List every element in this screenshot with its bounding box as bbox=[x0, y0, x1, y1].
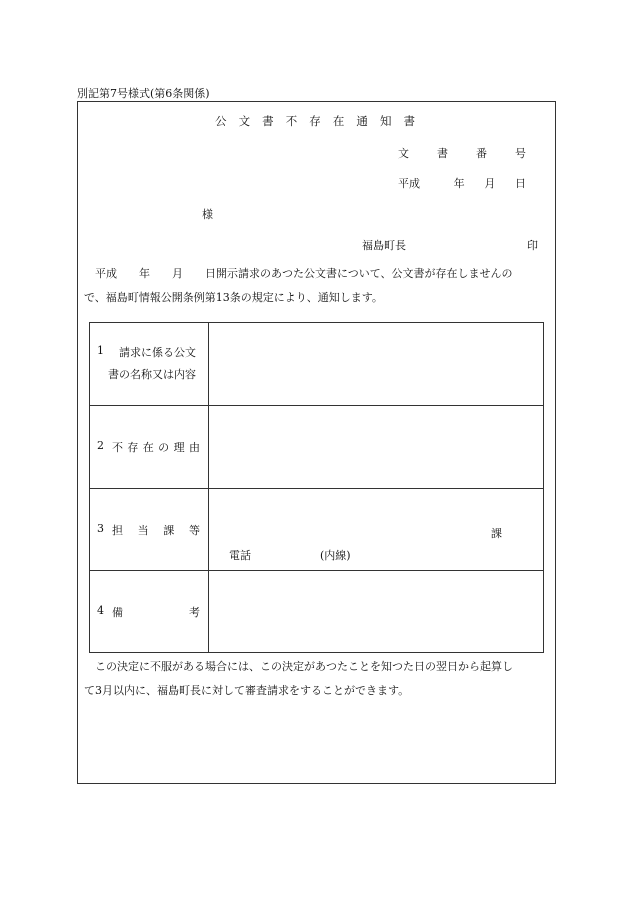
label-char: 等 bbox=[188, 524, 200, 537]
date-month-unit: 月 bbox=[484, 177, 496, 190]
table-label-cell bbox=[90, 323, 209, 405]
label-char: 由 bbox=[188, 441, 200, 454]
date-era: 平成 bbox=[398, 177, 420, 190]
section-suffix: 課 bbox=[491, 527, 502, 540]
title-char: 書 bbox=[262, 114, 274, 128]
date-year-unit: 年 bbox=[453, 177, 465, 190]
doc-number-char: 文 bbox=[398, 147, 409, 160]
title-char: 存 bbox=[309, 114, 321, 128]
appeal-notice-line-2: て3月以内に、福島町長に対して審査請求をすることができます。 bbox=[84, 684, 410, 697]
table-label-cell bbox=[90, 571, 209, 652]
phone-label: 電話 bbox=[229, 549, 251, 562]
title-char: 不 bbox=[285, 114, 298, 128]
row-label bbox=[112, 604, 200, 620]
row-number: 2 bbox=[97, 439, 104, 452]
title-char: 書 bbox=[403, 114, 415, 128]
row-label-line-2: 書の名称又は内容 bbox=[108, 368, 196, 381]
issuer-name: 福島町長 bbox=[362, 239, 406, 252]
label-char: 存 bbox=[127, 441, 139, 454]
addressee-suffix: 様 bbox=[202, 208, 213, 221]
doc-number-char: 書 bbox=[437, 147, 448, 160]
requested-document-value-cell[interactable] bbox=[209, 323, 543, 405]
row-label bbox=[112, 439, 200, 455]
remarks-value-cell[interactable] bbox=[209, 571, 543, 652]
table-row-remarks bbox=[90, 571, 543, 652]
title-char: 知 bbox=[379, 114, 392, 128]
notice-body-line-1: 平成 年 月 日開示請求のあつた公文書について、公文書が存在しませんの bbox=[84, 267, 513, 280]
appeal-notice-line-1: この決定に不服がある場合には、この決定があつたことを知つた日の翌日から起算し bbox=[84, 660, 513, 673]
doc-number-char: 号 bbox=[515, 147, 526, 160]
row-number: 4 bbox=[97, 604, 104, 617]
document-title bbox=[215, 113, 415, 129]
row-label-line-1: 請求に係る公文 bbox=[119, 346, 196, 359]
table-label-cell bbox=[90, 489, 209, 570]
label-char: 理 bbox=[173, 441, 185, 454]
label-char: の bbox=[158, 441, 170, 454]
label-char: 当 bbox=[137, 524, 149, 537]
title-char: 通 bbox=[356, 114, 368, 128]
details-table bbox=[89, 322, 544, 653]
issue-date-line bbox=[398, 175, 526, 191]
table-row-responsible-section bbox=[90, 489, 543, 571]
row-number: 3 bbox=[97, 522, 104, 535]
extension-label: (内線) bbox=[320, 549, 351, 562]
label-char: 考 bbox=[189, 606, 200, 619]
table-row-nonexistence-reason bbox=[90, 406, 543, 489]
table-label-cell bbox=[90, 406, 209, 488]
title-char: 在 bbox=[332, 114, 345, 128]
date-day-unit: 日 bbox=[514, 177, 526, 190]
issuer-seal-mark: 印 bbox=[527, 239, 538, 252]
row-number: 1 bbox=[97, 344, 104, 357]
label-char: 担 bbox=[112, 524, 123, 537]
title-char: 文 bbox=[238, 114, 251, 128]
label-char: 課 bbox=[163, 524, 175, 537]
notice-body-line-2: で、福島町情報公開条例第13条の規定により、通知します。 bbox=[84, 291, 383, 304]
title-char: 公 bbox=[215, 114, 227, 128]
label-char: 不 bbox=[112, 441, 123, 454]
form-number-label: 別記第7号様式(第6条関係) bbox=[77, 87, 210, 100]
label-char: 在 bbox=[142, 441, 154, 454]
responsible-section-value-cell[interactable] bbox=[209, 489, 543, 570]
label-char: 備 bbox=[112, 606, 123, 619]
nonexistence-reason-value-cell[interactable] bbox=[209, 406, 543, 488]
row-label bbox=[112, 522, 200, 538]
doc-number-char: 番 bbox=[476, 147, 487, 160]
table-row-requested-document bbox=[90, 323, 543, 406]
document-number-label bbox=[398, 145, 526, 161]
